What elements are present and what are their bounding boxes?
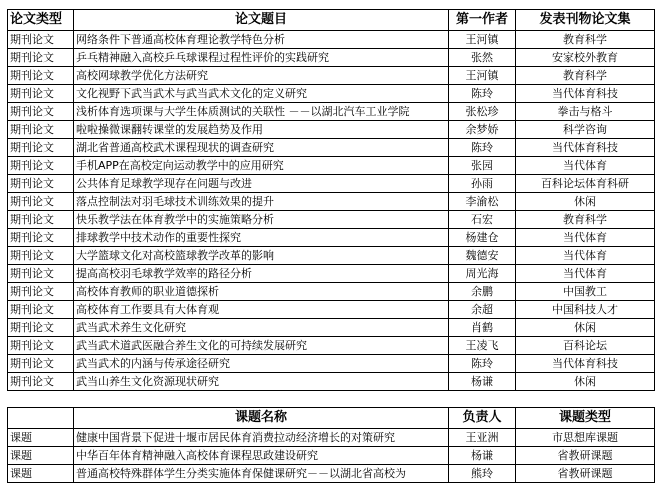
table-row: [8, 283, 655, 301]
paper-title-cell: 提高高校羽毛球教学效率的路径分析: [74, 265, 449, 283]
project-type-cell: 省教研课题: [516, 465, 655, 483]
journal-cell: 休闲: [516, 373, 655, 391]
paper-title-cell: 武当山养生文化资源现状研究: [74, 373, 449, 391]
header-project-lead: 负责人: [449, 408, 516, 429]
journal-cell: 当代体育科技: [516, 139, 655, 157]
journal-cell: 教育科学: [516, 211, 655, 229]
table-row: [8, 429, 655, 447]
paper-title-cell: 快乐教学法在体育教学中的实施策略分析: [74, 211, 449, 229]
header-first-author: 第一作者: [449, 10, 516, 31]
first-author-cell: 张园: [449, 157, 516, 175]
first-author-cell: 陈玲: [449, 355, 516, 373]
paper-title-cell: 高校网球教学优化方法研究: [74, 67, 449, 85]
papers-header-row: [8, 10, 655, 31]
project-kind-cell: 课题: [8, 465, 74, 483]
paper-type-cell: 期刊论文: [8, 337, 74, 355]
paper-type-cell: 期刊论文: [8, 319, 74, 337]
first-author-cell: 余梦娇: [449, 121, 516, 139]
first-author-cell: 魏德安: [449, 247, 516, 265]
table-row: [8, 337, 655, 355]
header-paper-type: 论文类型: [8, 10, 74, 31]
project-lead-cell: 杨谦: [449, 447, 516, 465]
table-row: [8, 31, 655, 49]
first-author-cell: 李渝松: [449, 193, 516, 211]
header-project-type: 课题类型: [516, 408, 655, 429]
paper-type-cell: 期刊论文: [8, 49, 74, 67]
journal-cell: 教育科学: [516, 31, 655, 49]
paper-title-cell: 大学篮球文化对高校篮球教学改革的影响: [74, 247, 449, 265]
first-author-cell: 周光海: [449, 265, 516, 283]
journal-cell: 中国教工: [516, 283, 655, 301]
paper-title-cell: 武当武术养生文化研究: [74, 319, 449, 337]
paper-title-cell: 排球教学中技术动作的重要性探究: [74, 229, 449, 247]
project-name-cell: 中华百年体育精神融入高校体育课程思政建设研究: [74, 447, 449, 465]
project-kind-cell: 课题: [8, 447, 74, 465]
journal-cell: 教育科学: [516, 67, 655, 85]
table-row: [8, 447, 655, 465]
projects-header-row: [8, 408, 655, 429]
paper-type-cell: 期刊论文: [8, 211, 74, 229]
paper-type-cell: 期刊论文: [8, 67, 74, 85]
project-lead-cell: 王亚洲: [449, 429, 516, 447]
first-author-cell: 王河镇: [449, 31, 516, 49]
first-author-cell: 张松珍: [449, 103, 516, 121]
papers-body: [8, 31, 655, 391]
table-row: [8, 121, 655, 139]
table-row: [8, 229, 655, 247]
project-type-cell: 省教研课题: [516, 447, 655, 465]
paper-title-cell: 文化视野下武当武术与武当武术文化的定义研究: [74, 85, 449, 103]
journal-cell: 当代体育科技: [516, 355, 655, 373]
paper-type-cell: 期刊论文: [8, 139, 74, 157]
table-row: [8, 49, 655, 67]
project-lead-cell: 熊玲: [449, 465, 516, 483]
header-journal: 发表刊物论文集: [516, 10, 655, 31]
table-row: [8, 373, 655, 391]
paper-type-cell: 期刊论文: [8, 31, 74, 49]
paper-title-cell: 手机APP在高校定向运动教学中的应用研究: [74, 157, 449, 175]
table-row: [8, 319, 655, 337]
table-row: [8, 355, 655, 373]
table-row: [8, 103, 655, 121]
table-row: [8, 265, 655, 283]
project-name-cell: 健康中国背景下促进十堰市居民体育消费拉动经济增长的对策研究: [74, 429, 449, 447]
journal-cell: 当代体育: [516, 157, 655, 175]
project-kind-cell: 课题: [8, 429, 74, 447]
first-author-cell: 杨谦: [449, 373, 516, 391]
journal-cell: 拳击与格斗: [516, 103, 655, 121]
paper-type-cell: 期刊论文: [8, 157, 74, 175]
paper-type-cell: 期刊论文: [8, 355, 74, 373]
header-project-name: 课题名称: [74, 408, 449, 429]
journal-cell: 当代体育: [516, 265, 655, 283]
paper-title-cell: 高校体育工作要具有大体育观: [74, 301, 449, 319]
first-author-cell: 石宏: [449, 211, 516, 229]
paper-type-cell: 期刊论文: [8, 265, 74, 283]
table-row: [8, 157, 655, 175]
paper-type-cell: 期刊论文: [8, 175, 74, 193]
paper-title-cell: 武当武术道武医融合养生文化的可持续发展研究: [74, 337, 449, 355]
paper-type-cell: 期刊论文: [8, 229, 74, 247]
table-row: [8, 211, 655, 229]
paper-title-cell: 落点控制法对羽毛球技术训练效果的提升: [74, 193, 449, 211]
projects-table: [7, 407, 655, 483]
paper-title-cell: 浅析体育选项课与大学生体质测试的关联性 －－以湖北汽车工业学院: [74, 103, 449, 121]
table-row: [8, 85, 655, 103]
paper-type-cell: 期刊论文: [8, 283, 74, 301]
journal-cell: 科学咨询: [516, 121, 655, 139]
papers-table: [7, 9, 655, 391]
paper-type-cell: 期刊论文: [8, 247, 74, 265]
journal-cell: 中国科技人才: [516, 301, 655, 319]
paper-title-cell: 公共体育足球教学现存在问题与改进: [74, 175, 449, 193]
journal-cell: 当代体育科技: [516, 85, 655, 103]
first-author-cell: 孙雨: [449, 175, 516, 193]
journal-cell: 当代体育: [516, 229, 655, 247]
table-row: [8, 175, 655, 193]
table-row: [8, 193, 655, 211]
paper-type-cell: 期刊论文: [8, 85, 74, 103]
first-author-cell: 陈玲: [449, 85, 516, 103]
project-name-cell: 普通高校特殊群体学生分类实施体育保健课研究－－以湖北省高校为: [74, 465, 449, 483]
header-paper-title: 论文题目: [74, 10, 449, 31]
header-project-kind: [8, 408, 74, 429]
table-row: [8, 301, 655, 319]
table-row: [8, 139, 655, 157]
project-type-cell: 市思想库课题: [516, 429, 655, 447]
paper-title-cell: 啦啦操微课翻转课堂的发展趋势及作用: [74, 121, 449, 139]
paper-type-cell: 期刊论文: [8, 301, 74, 319]
projects-body: [8, 429, 655, 483]
first-author-cell: 杨建仓: [449, 229, 516, 247]
first-author-cell: 陈玲: [449, 139, 516, 157]
first-author-cell: 王凌飞: [449, 337, 516, 355]
first-author-cell: 张然: [449, 49, 516, 67]
table-row: [8, 247, 655, 265]
journal-cell: 休闲: [516, 193, 655, 211]
table-row: [8, 465, 655, 483]
paper-type-cell: 期刊论文: [8, 121, 74, 139]
paper-title-cell: 乒乓精神融入高校乒乓球课程过程性评价的实践研究: [74, 49, 449, 67]
paper-title-cell: 高校体育教师的职业道德探析: [74, 283, 449, 301]
journal-cell: 百科论坛体育科研: [516, 175, 655, 193]
paper-type-cell: 期刊论文: [8, 373, 74, 391]
journal-cell: 当代体育: [516, 247, 655, 265]
first-author-cell: 余超: [449, 301, 516, 319]
first-author-cell: 余鹏: [449, 283, 516, 301]
paper-title-cell: 网络条件下普通高校体育理论教学特色分析: [74, 31, 449, 49]
table-row: [8, 67, 655, 85]
paper-title-cell: 武当武术的内涵与传承途径研究: [74, 355, 449, 373]
first-author-cell: 王河镇: [449, 67, 516, 85]
paper-title-cell: 湖北省普通高校武术课程现状的调查研究: [74, 139, 449, 157]
first-author-cell: 肖鹤: [449, 319, 516, 337]
paper-type-cell: 期刊论文: [8, 103, 74, 121]
journal-cell: 休闲: [516, 319, 655, 337]
journal-cell: 安家校外教育: [516, 49, 655, 67]
journal-cell: 百科论坛: [516, 337, 655, 355]
paper-type-cell: 期刊论文: [8, 193, 74, 211]
